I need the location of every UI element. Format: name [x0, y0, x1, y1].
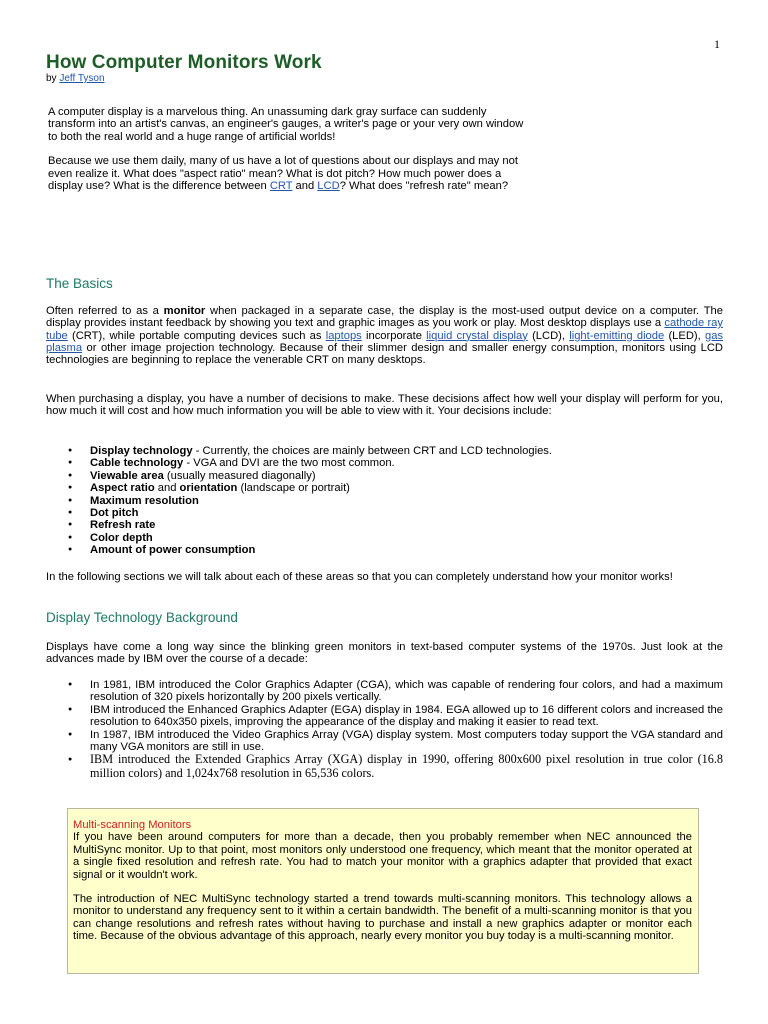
page-number: 1: [714, 37, 720, 51]
list-text: - VGA and DVI are the two most common.: [183, 457, 395, 470]
intro-text: ? What does "refresh rate" mean?: [339, 180, 509, 193]
body-text: or other image projection technology. Because of their slimmer design and smaller energy consumption, monitors using LCD technologies are beginning to replace the venerable CRT on many desktops.: [46, 341, 723, 367]
section-heading-display-technology: Display Technology Background: [46, 610, 238, 625]
lcd-link[interactable]: LCD: [317, 180, 340, 193]
sidebar-content: [73, 819, 692, 943]
gas-plasma-link[interactable]: gas plasma: [46, 329, 724, 354]
list-item: ● IBM introduced the Extended Graphics Array (XGA) display in 1990, offering 800x600 pixel resolution in true color (16.8 million colors) and 1,024x768 resolution in 65,536 colors.: [46, 753, 723, 781]
intro-text: Because we use them daily, many of us have a lot of questions about our displays and may not even realize it. What does "aspect ratio" mean? What is dot pitch? How much power does a display use? What is the difference between: [48, 155, 518, 193]
list-item: ● In 1981, IBM introduced the Color Graphics Adapter (CGA), which was capable of rendering four colors, and had a maximum resolution of 320 pixels horizontally by 200 pixels vertically.: [46, 679, 723, 704]
byline: [46, 73, 105, 84]
list-text: and: [154, 482, 180, 495]
page-title: How Computer Monitors Work: [46, 52, 322, 73]
bold-term: Dot pitch: [90, 507, 139, 520]
body-text: In the following sections we will talk about each of these areas so that you can completely understand how your monitor works!: [46, 571, 673, 583]
sidebar-paragraph-1: If you have been around computers for more than a decade, then you probably remember when NEC announced the MultiSync monitor. Up to that point, most monitors only understood one frequency, which meant that the monitor operated at a single fixed resolution and refresh rate. You had to match your monitor with a graphics adapter that provided that exact signal or it wouldn't work.: [73, 831, 692, 881]
list-text: - Currently, the choices are mainly between CRT and LCD technologies.: [192, 445, 552, 457]
intro-paragraph-2: [48, 155, 533, 192]
body-text: (LCD),: [527, 329, 570, 342]
sidebar-paragraph-2: The introduction of NEC MultiSync technology started a trend towards multi-scanning monitors. This technology allows a monitor to understand any frequency sent to it within a certain bandwidth. The benefit of a multi-scanning monitor is that you can change resolutions and refresh rates without having to purchase and install a new graphics adapter or monitor each time. Because of the obvious advantage of this approach, nearly every monitor you buy today is a multi-scanning monitor.: [73, 893, 692, 943]
list-item: [46, 482, 723, 494]
bold-term: monitor: [163, 305, 206, 317]
basics-paragraph-3: [46, 571, 723, 583]
body-text: Often referred to as a: [46, 305, 164, 317]
author-link[interactable]: Jeff Tyson: [59, 73, 105, 84]
body-text: Displays have come a long way since the blinking green monitors in text-based computer systems of the 1970s. Just look at the advances made by IBM over the course of a decade:: [46, 641, 723, 666]
cathode-ray-tube-link[interactable]: cathode ray tube: [46, 317, 723, 342]
decisions-list: [46, 445, 723, 557]
list-item: [46, 457, 723, 469]
list-item: [46, 507, 723, 519]
byline-prefix: by: [46, 73, 60, 84]
list-item: ● In 1987, IBM introduced the Video Graphics Array (VGA) display system. Most computers today support the VGA standard and many VGA monitors are still in use.: [46, 729, 723, 754]
intro-text: and: [292, 180, 318, 193]
liquid-crystal-display-link[interactable]: liquid crystal display: [426, 329, 528, 342]
light-emitting-diode-link[interactable]: light-emitting diode: [569, 329, 665, 342]
body-text: When purchasing a display, you have a number of decisions to make. These decisions affect how well your display will perform for you, how much it will cost and how much information you will be able to view with it. Your decisions include:: [46, 393, 723, 418]
basics-paragraph-1: [46, 305, 723, 366]
bold-term: Display technology: [90, 445, 193, 457]
body-text: when packaged in a separate case, the display is the most-used output device on a computer. The display provides instant feedback by showing you text and graphic images as you work or play. Most desktop displays use a: [46, 305, 723, 330]
list-item: [46, 532, 723, 544]
list-item: [46, 495, 723, 507]
basics-paragraph-2: [46, 393, 723, 418]
bold-term: Aspect ratio: [90, 482, 155, 495]
laptops-link[interactable]: laptops: [325, 329, 362, 342]
sidebar-title: Multi-scanning Monitors: [73, 819, 192, 831]
background-paragraph-1: [46, 641, 723, 666]
list-item: [46, 544, 723, 556]
body-text: (LED),: [664, 329, 705, 342]
body-text: (CRT), while portable computing devices such as: [67, 329, 326, 342]
list-text: (usually measured diagonally): [163, 469, 316, 482]
bold-term: Maximum resolution: [90, 494, 199, 507]
list-text: (landscape or portrait): [237, 482, 350, 495]
list-item: [46, 519, 723, 531]
bold-term: Refresh rate: [90, 519, 156, 532]
bold-term: Viewable area: [90, 469, 164, 482]
sidebar-box: [67, 808, 699, 974]
bold-term: Cable technology: [90, 457, 184, 470]
crt-link[interactable]: CRT: [269, 180, 293, 193]
bold-term: orientation: [179, 482, 238, 495]
bold-term: Amount of power consumption: [90, 544, 256, 557]
list-item: [46, 470, 723, 482]
intro-section: [48, 106, 533, 204]
list-item: ● IBM introduced the Enhanced Graphics Adapter (EGA) display in 1984. EGA allowed up to 16 different colors and increased the resolution to 640x350 pixels, improving the appearance of the display and making it easier to read text.: [46, 704, 723, 729]
section-heading-basics: The Basics: [46, 276, 113, 291]
ibm-history-list: [46, 679, 723, 781]
body-text: incorporate: [361, 329, 427, 342]
bold-term: Color depth: [90, 531, 153, 544]
intro-paragraph-1: A computer display is a marvelous thing. An unassuming dark gray surface can suddenly transform into an artist's canvas, an engineer's gauges, a writer's page or your very own window to both the real world and a huge range of artificial worlds!: [48, 106, 524, 143]
list-item: [46, 445, 723, 457]
